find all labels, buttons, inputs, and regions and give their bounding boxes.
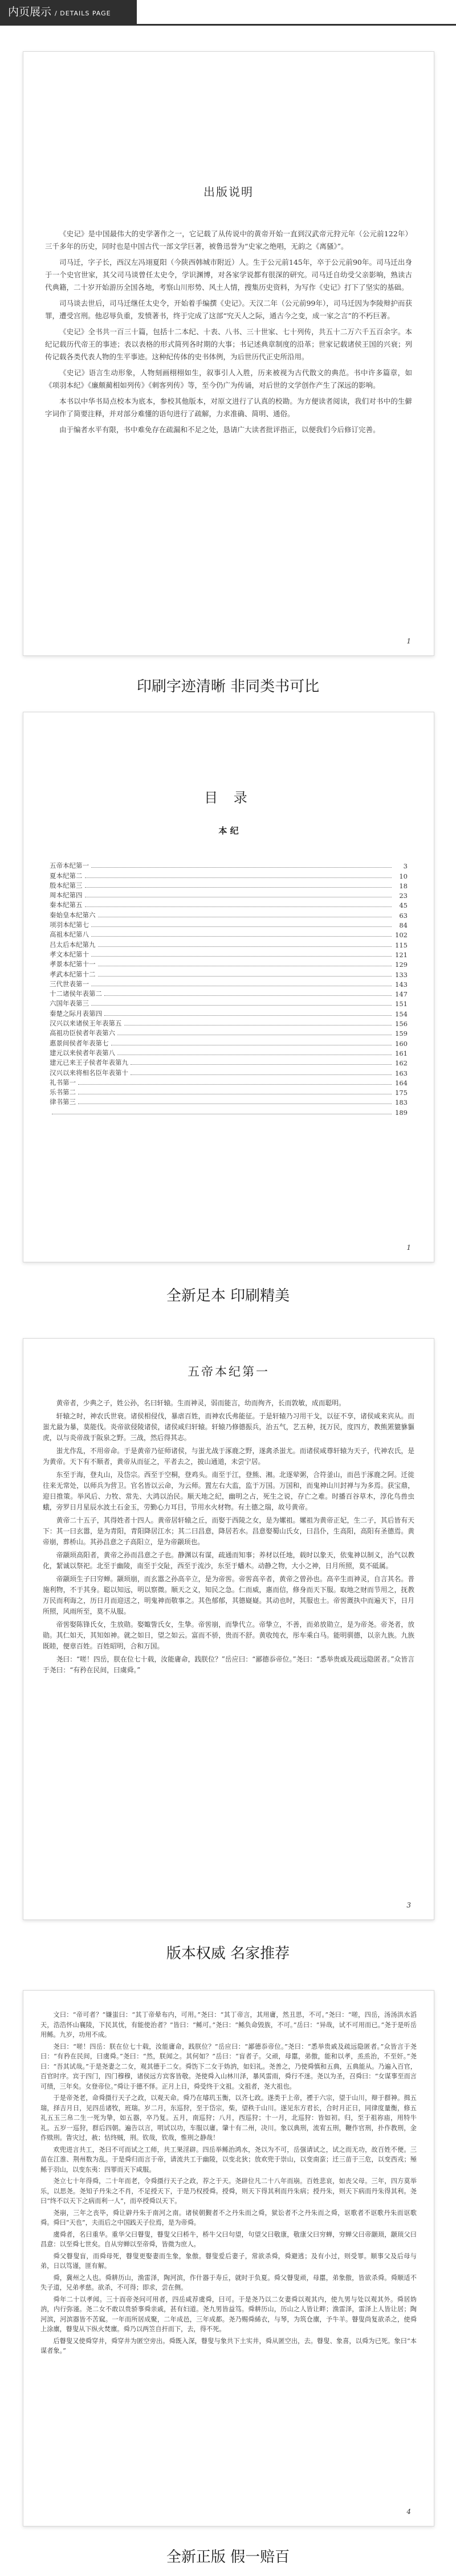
toc-entry-page: 121 bbox=[395, 950, 408, 959]
chapter-page bbox=[23, 1338, 434, 1920]
toc-entry bbox=[50, 1028, 408, 1037]
toc-entry bbox=[50, 969, 408, 978]
header-title-text: 内页展示 bbox=[8, 6, 52, 18]
toc-entry-title: 十二诸侯年表第二 bbox=[50, 990, 102, 998]
toc-entry-page: 154 bbox=[395, 1010, 408, 1018]
preface-body bbox=[45, 228, 412, 436]
toc-title: 目 录 bbox=[204, 790, 253, 806]
toc-dot-leader bbox=[124, 1025, 392, 1026]
caption-authoritative-edition: 版本权威 名家推荐 bbox=[166, 1945, 290, 1962]
page-number: 1 bbox=[406, 637, 411, 645]
toc-entry bbox=[50, 860, 408, 870]
toc-entry-page: 10 bbox=[399, 872, 408, 880]
toc-entry-title: 殷本纪第三 bbox=[50, 881, 83, 889]
toc-dot-leader bbox=[98, 946, 392, 947]
preface-paragraph: 司马迁，字子长，西汉左冯翊夏阳（今陕西韩城市附近）人。生于公元前145年，卒于公元前90年。司马迁出身于一个史官世家，其父司马谈曾任太史令，学识渊博，对各家学说都有很深的研究。司马迁自幼受父亲影响，熟读古代典籍，二十岁开始游历全国各地，考察山川形势、风土人情，搜集历史资料，为写作《史记》打下了坚实的基础。 bbox=[45, 258, 412, 292]
text-paragraph: 尧崩，三年之丧毕，舜让辟丹朱于南河之南。诸侯朝觐者不之丹朱而之舜，狱讼者不之丹朱而之舜，讴歌者不讴歌丹朱而讴歌舜。舜曰“天也”，夫而后之中国践天子位焉，是为帝舜。 bbox=[40, 2209, 417, 2226]
toc-entry bbox=[50, 979, 408, 988]
toc-entry-title: 吕太后本纪第九 bbox=[50, 940, 96, 949]
toc-entry-title: 孝武本纪第十二 bbox=[50, 970, 96, 978]
toc-entry-page: 84 bbox=[399, 921, 408, 930]
header-subtitle: / DETAILS PAGE bbox=[55, 10, 111, 17]
toc-entry bbox=[50, 959, 408, 969]
toc-entry bbox=[50, 1067, 408, 1077]
toc-section-title: 本 纪 bbox=[218, 826, 239, 836]
toc-entry-page: 161 bbox=[395, 1049, 408, 1057]
chapter-paragraph: 尧曰：“嗟！四岳，朕在位七十载，汝能庸命，践朕位？”岳应曰：“鄙德忝帝位。”尧曰：“悉举贵戚及疏远隐匿者。”众皆言于尧曰：“有矜在民间，曰虞舜。” bbox=[43, 1655, 414, 1674]
toc-entry bbox=[50, 988, 408, 998]
toc-entry-page: 160 bbox=[395, 1039, 408, 1048]
toc-entry-page: 133 bbox=[395, 970, 408, 979]
text-paragraph: 文曰：“帝可者？”嫌蚩曰：“其丁帝晕布内，可用。”尧曰：“其丁帝言，其用庸，然丑思，不可。”尧曰：“嗟，四岳，汤汤洪水滔天，浩浩怀山襄陵，下民其忧，有能使治者？”皆曰：“鲧可。”尧曰：“鲧负命毁族，不可。”岳曰：“异哉，试不可用而已。”尧于是听岳用鲧。九岁，功用不成。 bbox=[40, 2011, 417, 2038]
toc-entry-title: 建元已来王子侯者年表第九 bbox=[50, 1059, 128, 1067]
toc-entry-page: 175 bbox=[395, 1089, 408, 1097]
chapter-paragraph: 帝喾娶陈锋氏女，生放勋。娶娵訾氏女，生挚。帝喾崩，而挚代立。帝挚立，不善，而弟放勋立，是为帝尧。帝尧者，放勋。其仁如天，其知如神。就之如日，望之如云。富而不骄，贵而不舒。黄收纯衣，彤车乘白马。能明驯德，以亲九族。九族既睦，便章百姓。百姓昭明，合和万国。 bbox=[43, 1621, 414, 1650]
text-paragraph: 尧曰：“嗟！四岳：朕在位七十载，汝能庸命，践朕位？”岳应曰：“鄙德忝帝位。”尧曰：“悉举贵戚及疏远隐匿者。”众皆言于尧曰：“有矜在民间，曰虞舜。”尧曰：“然，朕闻之。其何如？”岳曰：“盲者子。父顽，母嚚，弟傲，能和以孝，烝烝治，不至奸。”尧曰：“吾其试哉。”于是尧妻之二女，观其德于二女。舜饬下二女于妫汭，如妇礼。尧善之，乃使舜慎和五典，五典能从。乃遍入百官，百官时序。宾于四门，四门穆穆，诸侯远方宾客皆敬。尧使舜入山林川泽，暴风雷雨，舜行不迷。尧以为圣，召舜曰：“女谋事至而言可绩，三年矣。女登帝位。”舜让于德不怿。正月上日，舜受终于文祖。文祖者，尧大祖也。 bbox=[40, 2042, 417, 2090]
toc-entry bbox=[50, 1097, 408, 1106]
toc-entry-page: 183 bbox=[395, 1098, 408, 1107]
toc-list bbox=[50, 860, 408, 1117]
toc-entry bbox=[50, 939, 408, 949]
preface-page bbox=[23, 51, 434, 656]
toc-entry-page: 151 bbox=[395, 1000, 408, 1008]
toc-entry-title: 高祖本纪第八 bbox=[50, 930, 89, 939]
toc-entry-title: 汉兴以来诸侯王年表第五 bbox=[50, 1019, 122, 1028]
preface-paragraph: 由于编者水平有限，书中难免存在疏漏和不足之处，恳请广大读者批评指正，以便我们今后修订完善。 bbox=[59, 425, 380, 434]
preface-title: 出版说明 bbox=[203, 185, 254, 199]
text-paragraph: 舜，冀州之人也。舜耕历山，渔雷泽，陶河滨，作什器于寿丘，就时于负夏。舜父瞽叟顽，母嚚，弟象傲，皆欲杀舜。舜顺适不失子道，兄弟孝慈。欲杀，不可得；即求，尝在侧。 bbox=[40, 2274, 417, 2291]
toc-entry bbox=[50, 900, 408, 909]
toc-entry bbox=[50, 1037, 408, 1047]
toc-entry-page: 143 bbox=[395, 980, 408, 988]
toc-dot-leader bbox=[91, 1005, 392, 1006]
toc-entry-page: 23 bbox=[399, 892, 408, 900]
toc-dot-leader bbox=[85, 887, 392, 888]
toc-entry bbox=[50, 1018, 408, 1028]
text-paragraph: 舜父瞽叟盲，而舜母死，瞽叟更娶妻而生象，象傲。瞽叟爱后妻子，常欲杀舜，舜避逃；及有小过，则受罪。顺事父及后母与弟，日以笃谨，匪有解。 bbox=[40, 2252, 417, 2270]
toc-dot-leader bbox=[91, 867, 392, 868]
toc-entry-title: 汉兴以来将相名臣年表第十 bbox=[50, 1068, 128, 1077]
page-number: 1 bbox=[406, 1244, 411, 1252]
toc-dot-leader bbox=[131, 1074, 392, 1075]
toc-entry bbox=[50, 909, 408, 919]
toc-entry-title: 秦本纪第五 bbox=[50, 901, 83, 909]
toc-dot-leader bbox=[85, 877, 392, 878]
toc-dot-leader bbox=[98, 976, 392, 977]
chapter-paragraph: 轩辕之时，神农氏世衰。诸侯相侵伐，暴虐百姓，而神农氏弗能征。于是轩辕乃习用干戈，以征不享，诸侯咸来宾从。而蚩尤最为暴，莫能伐。炎帝欲侵陵诸侯，诸侯咸归轩辕。轩辕乃修德振兵，治五气，艺五种，抚万民，度四方，教熊罴貔貅貙虎，以与炎帝战于阪泉之野。三战，然后得其志。 bbox=[43, 1412, 414, 1442]
toc-entry-title: 三代世表第一 bbox=[50, 979, 89, 988]
toc-entry-title: 六国年表第三 bbox=[50, 999, 89, 1008]
chapter-paragraph: 黄帝二十五子，其得姓者十四人。黄帝居轩辕之丘，而娶于西陵之女，是为嫘祖。嫘祖为黄帝正妃，生二子，其后皆有天下：其一曰玄嚣，是为青阳，青阳降居江水；其二曰昌意，降居若水。昌意娶蜀山氏女，曰昌仆，生高阳，高阳有圣德焉。黄帝崩，葬桥山。其孙昌意之子高阳立，是为帝颛顼也。 bbox=[43, 1516, 414, 1546]
toc-entry bbox=[50, 870, 408, 880]
toc-entry-page: 18 bbox=[399, 881, 408, 890]
preface-paragraph: 本书以中华书局点校本为底本，参校其他版本，对原文进行了认真的校勘。为方便读者阅读，我们对书中的生僻字词作了简要注释，并对部分难懂的语句进行了疏解，力求准确、简明、通俗。 bbox=[45, 397, 412, 418]
text-page bbox=[23, 1990, 434, 2526]
toc-entry bbox=[50, 1106, 408, 1116]
text-paragraph: 于是帝尧老，命舜摄行天子之政，以观天命。舜乃在璿玑玉衡，以齐七政。遂类于上帝，禋于六宗，望于山川，辩于群神。揖五瑞，择吉月日，见四岳诸牧，班瑞。岁二月，东巡狩，至于岱宗，柴，望秩于山川。遂见东方君长，合时月正日，同律度量衡，修五礼五玉三帛二生一死为挚，如五器，卒乃复。五月，南巡狩；八月，西巡狩；十一月，北巡狩：皆如初。归，至于祖祢庙，用特牛礼。五岁一巡狩，群后四朝。遍告以言，明试以功，车服以庸。肇十有二州，决川。象以典刑，流宥五刑，鞭作官刑，扑作教刑，金作赎刑。眚灾过，赦；怙终贼，刑。钦哉，钦哉，惟刑之静哉！ bbox=[40, 2094, 417, 2142]
toc-entry bbox=[50, 1077, 408, 1087]
toc-entry bbox=[50, 890, 408, 900]
toc-page bbox=[23, 712, 434, 1262]
toc-entry-title: 秦楚之际月表第四 bbox=[50, 1009, 102, 1018]
caption-print-quality: 印刷字迹清晰 非同类书可比 bbox=[136, 678, 320, 695]
chapter-title: 五帝本纪第一 bbox=[188, 1365, 270, 1379]
toc-entry bbox=[50, 880, 408, 890]
toc-dot-leader bbox=[85, 906, 392, 907]
text-paragraph: 后瞽叟又使舜穿井，舜穿井为匿空旁出。舜既入深，瞽叟与象共下土实井，舜从匿空出，去。瞽叟、象喜，以舜为已死。象曰“本谋者象。” bbox=[40, 2337, 417, 2355]
toc-entry-title: 高祖功臣侯者年表第六 bbox=[50, 1029, 115, 1037]
toc-entry-page: 115 bbox=[395, 941, 408, 949]
toc-dot-leader bbox=[91, 936, 392, 937]
toc-entry bbox=[50, 1087, 408, 1097]
toc-entry-page: 162 bbox=[395, 1059, 408, 1068]
text-paragraph: 尧立七十年得舜，二十年而老，令舜摄行天子之政，荐之于天。尧辟位凡二十八年而崩。百姓悲哀，如丧父母。三年，四方莫举乐，以思尧。尧知子丹朱之不肖，不足授天下，于是乃权授舜。授舜，则天下得其利而丹朱病；授丹朱，则天下病而丹朱得其利。尧曰“终不以天下之病而利一人”，而卒授舜以天下。 bbox=[40, 2177, 417, 2205]
preface-paragraph: 《史记》全书共一百三十篇，包括十二本纪、十表、八书、三十世家、七十列传，共五十二万六千五百余字。本纪记载历代帝王的事迹；表以表格的形式简列各时期的大事；书记述典章制度的沿革；世家记载诸侯王国的兴衰；列传记载各类代表人物的生平事迹。这种纪传体的史书体例，为后世历代正史所沿用。 bbox=[45, 327, 412, 361]
toc-entry-title: 建元以来侯者年表第八 bbox=[50, 1048, 115, 1057]
toc-dot-leader bbox=[104, 995, 392, 996]
toc-entry-page: 3 bbox=[403, 862, 408, 871]
text-paragraph: 欢兜进言共工，尧曰不可而试之工师，共工果淫辟。四岳举鲧治鸿水，尧以为不可，岳强请试之，试之而无功，故百姓不便。三苗在江淮、荆州数为乱。于是舜归而言于帝，请流共工于幽陵，以变北狄；放欢兜于崇山，以变南蛮；迁三苗于三危，以变西戎；殛鲧于羽山，以变东夷：四罪而天下咸服。 bbox=[40, 2146, 417, 2173]
chapter-paragraph: 东至于海，登丸山，及岱宗。西至于空桐，登鸡头。南至于江，登熊、湘。北逐荤粥，合符釜山，而邑于涿鹿之阿。迁徙往来无常处，以师兵为营卫。官名皆以云命，为云师。置左右大监，监于万国。万国和，而鬼神山川封禅与为多焉。获宝鼎，迎日推策。举风后、力牧、常先、大鸿以治民。顺天地之纪，幽明之占，死生之说，存亡之难。时播百谷草木，淳化鸟兽虫蛾，旁罗日月星辰水波土石金玉，劳勤心力耳目，节用水火材物。有土德之瑞，故号黄帝。 bbox=[43, 1471, 414, 1511]
toc-entry-page: 63 bbox=[399, 911, 408, 920]
caption-genuine-guarantee: 全新正版 假一赔百 bbox=[166, 2549, 290, 2566]
toc-entry-page: 129 bbox=[395, 961, 408, 969]
chapter-paragraph: 黄帝者，少典之子，姓公孙，名曰轩辕。生而神灵，弱而能言，幼而徇齐，长而敦敏，成而聪明。 bbox=[56, 1399, 345, 1407]
toc-dot-leader bbox=[91, 956, 392, 957]
header-title bbox=[8, 3, 111, 19]
toc-entry-title: 律书第三 bbox=[50, 1098, 76, 1106]
toc-entry-page: 45 bbox=[399, 901, 408, 910]
toc-entry bbox=[50, 1057, 408, 1067]
toc-entry-title: 孝景本纪第十一 bbox=[50, 960, 96, 969]
toc-entry-title: 秦始皇本纪第六 bbox=[50, 910, 96, 919]
toc-entry-title: 孝文本纪第十 bbox=[50, 950, 89, 958]
toc-entry bbox=[50, 998, 408, 1008]
text-paragraph: 虞舜者，名曰重华。重华父曰瞽叟，瞽叟父曰桥牛，桥牛父曰句望，句望父曰敬康，敬康父曰穷蝉，穷蝉父曰帝颛顼，颛顼父曰昌意：以至舜七世矣。自从穷蝉以至帝舜，皆微为庶人。 bbox=[40, 2230, 417, 2248]
toc-entry bbox=[50, 1008, 408, 1018]
header-rule bbox=[0, 24, 456, 26]
chapter-paragraph: 蚩尤作乱，不用帝命。于是黄帝乃征师诸侯，与蚩尤战于涿鹿之野，遂禽杀蚩尤。而诸侯咸尊轩辕为天子，代神农氏，是为黄帝。天下有不顺者，黄帝从而征之，平者去之，披山通道，未尝宁居。 bbox=[43, 1447, 414, 1466]
preface-paragraph: 《史记》是中国最伟大的史学著作之一，它记载了从传说中的黄帝开始一直到汉武帝元狩元年（公元前122年）三千多年的历史，同时也是中国古代一部文学巨著，被鲁迅誉为“史家之绝唱，无韵之《离骚》”。 bbox=[45, 229, 412, 251]
toc-entry-page: 164 bbox=[395, 1078, 408, 1087]
toc-entry-title: 周本纪第四 bbox=[50, 891, 83, 900]
chapter-paragraph: 帝颛顼生子曰穷蝉。颛顼崩，而玄嚣之孙高辛立，是为帝喾。帝喾高辛者，黄帝之曾孙也。高辛生而神灵，自言其名。普施利物，不于其身。聪以知远，明以察微。顺天之义，知民之急。仁而威，惠而信，修身而天下服。取地之财而节用之，抚教万民而利诲之，历日月而迎送之，明鬼神而敬事之。其色郁郁，其德嶷嶷。其动也时，其服也士。帝喾溉执中而遍天下，日月所照，风雨所至，莫不从服。 bbox=[43, 1575, 414, 1615]
toc-entry bbox=[50, 949, 408, 959]
toc-entry bbox=[50, 1048, 408, 1057]
toc-entry-title: 五帝本纪第一 bbox=[50, 862, 89, 870]
toc-entry-page: 102 bbox=[395, 931, 408, 940]
header-bar bbox=[0, 0, 137, 24]
text-body bbox=[40, 2010, 417, 2356]
toc-entry-title: 惠景间侯者年表第七 bbox=[50, 1039, 109, 1047]
toc-dot-leader bbox=[91, 926, 392, 927]
chapter-paragraph: 帝颛顼高阳者，黄帝之孙而昌意之子也。静渊以有谋，疏通而知事；养材以任地，载时以象天，依鬼神以制义，治气以教化，絜诚以祭祀。北至于幽陵，南至于交阯，西至于流沙，东至于蟠木。动静之物，大小之神，日月所照，莫不砥属。 bbox=[43, 1551, 414, 1570]
toc-entry-page: 156 bbox=[395, 1020, 408, 1028]
toc-entry-title: 乐书第二 bbox=[50, 1088, 76, 1097]
toc-entry-page: 147 bbox=[395, 990, 408, 999]
toc-dot-leader bbox=[104, 1015, 392, 1016]
preface-paragraph: 司马谈去世后，司马迁继任太史令，开始着手编撰《史记》。天汉二年（公元前99年），司马迁因为李陵辩护而获罪，遭受宫刑。他忍辱负重，发愤著书，终于完成了这部“究天人之际，通古今之变，成一家之言”的不朽巨著。 bbox=[45, 299, 412, 320]
toc-entry-title: 礼书第一 bbox=[50, 1078, 76, 1086]
caption-complete-edition: 全新足本 印刷精美 bbox=[166, 1287, 290, 1305]
chapter-body bbox=[43, 1398, 414, 1676]
toc-entry-title: 夏本纪第二 bbox=[50, 871, 83, 880]
toc-entry bbox=[50, 920, 408, 929]
page-number: 4 bbox=[406, 2508, 411, 2516]
toc-entry bbox=[50, 929, 408, 939]
text-paragraph: 舜年二十以孝闻。三十而帝尧问可用者，四岳咸荐虞舜，曰可。于是尧乃以二女妻舜以观其内，使九男与处以观其外。舜居妫汭，内行弥谨。尧二女不敢以贵骄事舜亲戚，甚有妇道。尧九男皆益笃。舜耕历山，历山之人皆让畔；渔雷泽，雷泽上人皆让居；陶河滨，河滨器皆不苦窳。一年而所居成聚，二年成邑，三年成都。尧乃赐舜絺衣，与琴，为筑仓廪，予牛羊。瞽叟尚复欲杀之，使舜上涂廪，瞽叟从下纵火焚廪。舜乃以两笠自扞而下，去，得不死。 bbox=[40, 2295, 417, 2333]
page-number: 3 bbox=[406, 1901, 411, 1909]
preface-paragraph: 《史记》语言生动形象，人物刻画栩栩如生，叙事引人入胜，历来被视为古代散文的典范。书中许多篇章，如《项羽本纪》《廉颇蔺相如列传》《刺客列传》等，至今仍广为传诵，对后世的文学创作产生了深远的影响。 bbox=[45, 368, 412, 389]
toc-dot-leader bbox=[131, 1064, 392, 1065]
toc-entry-page: 159 bbox=[395, 1029, 408, 1038]
page-header bbox=[0, 0, 456, 24]
toc-entry-title: 项羽本纪第七 bbox=[50, 921, 89, 929]
toc-entry-page: 163 bbox=[395, 1069, 408, 1077]
toc-dot-leader bbox=[78, 1084, 392, 1085]
toc-entry-page: 189 bbox=[395, 1108, 408, 1117]
